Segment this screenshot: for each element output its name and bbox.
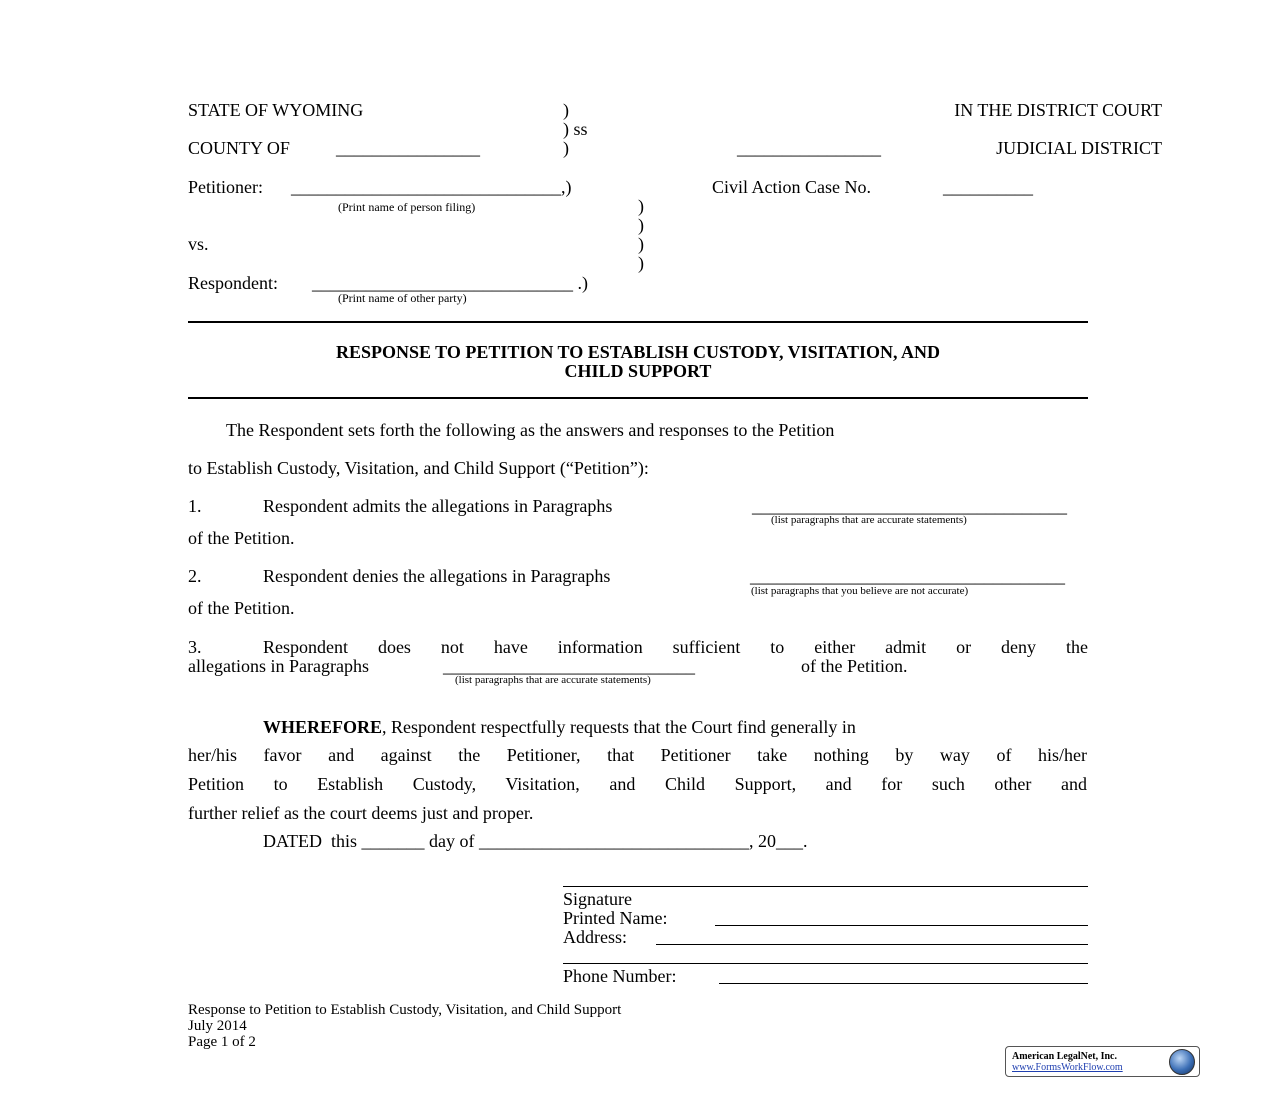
item-3-word: deny bbox=[1001, 637, 1037, 657]
item-1-continuation: of the Petition. bbox=[188, 528, 295, 548]
item-2-number: 2. bbox=[188, 566, 202, 586]
caption-paren: ) bbox=[638, 215, 644, 235]
phone-number-label: Phone Number: bbox=[563, 966, 677, 986]
wherefore-lead: WHEREFORE bbox=[263, 717, 383, 737]
wherefore-line-1 bbox=[263, 718, 1088, 736]
wherefore-line-3: Petition to Establish Custody, Visitation, and Child Support, and for such other and bbox=[188, 774, 1087, 794]
title-top-rule bbox=[188, 321, 1088, 323]
item-1-text: Respondent admits the allegations in Paragraphs bbox=[263, 496, 613, 516]
county-label: COUNTY OF bbox=[188, 138, 290, 158]
footer-title: Response to Petition to Establish Custody, Visitation, and Child Support bbox=[188, 1002, 622, 1018]
wherefore-line-1-rest: , Respondent respectfully requests that the Court find generally in bbox=[382, 717, 856, 737]
item-3-word: sufficient bbox=[672, 637, 741, 657]
caption-paren: ) bbox=[638, 196, 644, 216]
district-label: JUDICIAL DISTRICT bbox=[996, 138, 1162, 158]
case-number-label: Civil Action Case No. bbox=[712, 177, 871, 197]
item-1-paragraphs-field[interactable]: ___________________________________ bbox=[752, 496, 1067, 516]
signature-label: Signature bbox=[563, 889, 632, 909]
county-blank[interactable]: ________________ bbox=[336, 138, 480, 158]
respondent-label: Respondent: bbox=[188, 273, 278, 293]
logo-url-link[interactable]: www.FormsWorkFlow.com bbox=[1012, 1062, 1123, 1073]
footer-page: Page 1 of 2 bbox=[188, 1034, 256, 1050]
caption-paren: ) bbox=[563, 138, 569, 158]
intro-line-1: The Respondent sets forth the following as the answers and responses to the Petition bbox=[226, 420, 835, 440]
caption-paren: ) bbox=[638, 234, 644, 254]
item-3-number: 3. bbox=[188, 637, 202, 657]
court-label: IN THE DISTRICT COURT bbox=[954, 100, 1162, 120]
globe-icon bbox=[1169, 1049, 1195, 1075]
item-1-number: 1. bbox=[188, 496, 202, 516]
item-3-word: does bbox=[377, 637, 411, 657]
item-3-word: Respondent bbox=[263, 637, 348, 657]
respondent-hint: (Print name of other party) bbox=[338, 291, 467, 305]
american-legalnet-logo[interactable] bbox=[1005, 1046, 1200, 1077]
item-3-line-2-end: of the Petition. bbox=[801, 656, 908, 676]
item-3-word: to bbox=[770, 637, 785, 657]
item-3-word: information bbox=[557, 637, 643, 657]
item-2-paragraphs-field[interactable]: ___________________________________ bbox=[750, 566, 1065, 586]
item-3-word: not bbox=[440, 637, 464, 657]
item-3-word: have bbox=[493, 637, 528, 657]
logo-company-name: American LegalNet, Inc. bbox=[1012, 1051, 1117, 1062]
printed-name-field[interactable] bbox=[715, 925, 1088, 926]
state-label: STATE OF WYOMING bbox=[188, 100, 364, 120]
item-2-continuation: of the Petition. bbox=[188, 598, 295, 618]
footer-date: July 2014 bbox=[188, 1018, 247, 1034]
dated-line[interactable]: DATED this _______ day of ______________________________, 20___. bbox=[263, 831, 808, 851]
title-line-1: RESPONSE TO PETITION TO ESTABLISH CUSTODY, VISITATION, AND bbox=[335, 342, 941, 362]
printed-name-label: Printed Name: bbox=[563, 908, 668, 928]
petitioner-name-field[interactable]: ______________________________,) bbox=[291, 177, 572, 197]
address-field-line-2[interactable] bbox=[563, 963, 1088, 964]
item-2-text: Respondent denies the allegations in Paragraphs bbox=[263, 566, 611, 586]
phone-number-field[interactable] bbox=[719, 983, 1088, 984]
petitioner-label: Petitioner: bbox=[188, 177, 263, 197]
item-3-word: the bbox=[1065, 637, 1088, 657]
address-label: Address: bbox=[563, 927, 627, 947]
item-1-hint: (list paragraphs that are accurate statements) bbox=[771, 514, 967, 526]
item-3-line-1 bbox=[263, 638, 1088, 656]
address-field[interactable] bbox=[656, 944, 1088, 945]
vs-label: vs. bbox=[188, 234, 209, 254]
signature-line[interactable] bbox=[563, 886, 1088, 887]
district-blank[interactable]: ________________ bbox=[737, 138, 881, 158]
caption-paren: ) bbox=[638, 253, 644, 273]
item-3-word: either bbox=[814, 637, 856, 657]
item-3-hint: (list paragraphs that are accurate statements) bbox=[455, 674, 651, 686]
document-title bbox=[188, 343, 1088, 381]
title-bottom-rule bbox=[188, 397, 1088, 399]
respondent-name-field[interactable]: _____________________________ .) bbox=[312, 273, 588, 293]
case-number-field[interactable]: __________ bbox=[943, 177, 1033, 197]
item-3-line-2-start: allegations in Paragraphs bbox=[188, 656, 369, 676]
intro-line-2: to Establish Custody, Visitation, and Child Support (“Petition”): bbox=[188, 458, 649, 478]
title-line-2: CHILD SUPPORT bbox=[564, 361, 712, 381]
caption-paren-ss: ) ss bbox=[563, 119, 588, 139]
caption-paren: ) bbox=[563, 100, 569, 120]
petitioner-hint: (Print name of person filing) bbox=[338, 200, 476, 214]
item-3-paragraphs-field[interactable]: ____________________________ bbox=[443, 656, 695, 676]
wherefore-line-2: her/his favor and against the Petitioner, that Petitioner take nothing by way of his/her bbox=[188, 745, 1087, 765]
item-2-hint: (list paragraphs that you believe are not accurate) bbox=[751, 585, 969, 597]
item-3-word: or bbox=[956, 637, 972, 657]
wherefore-line-4: further relief as the court deems just and proper. bbox=[188, 803, 534, 823]
item-3-word: admit bbox=[885, 637, 927, 657]
